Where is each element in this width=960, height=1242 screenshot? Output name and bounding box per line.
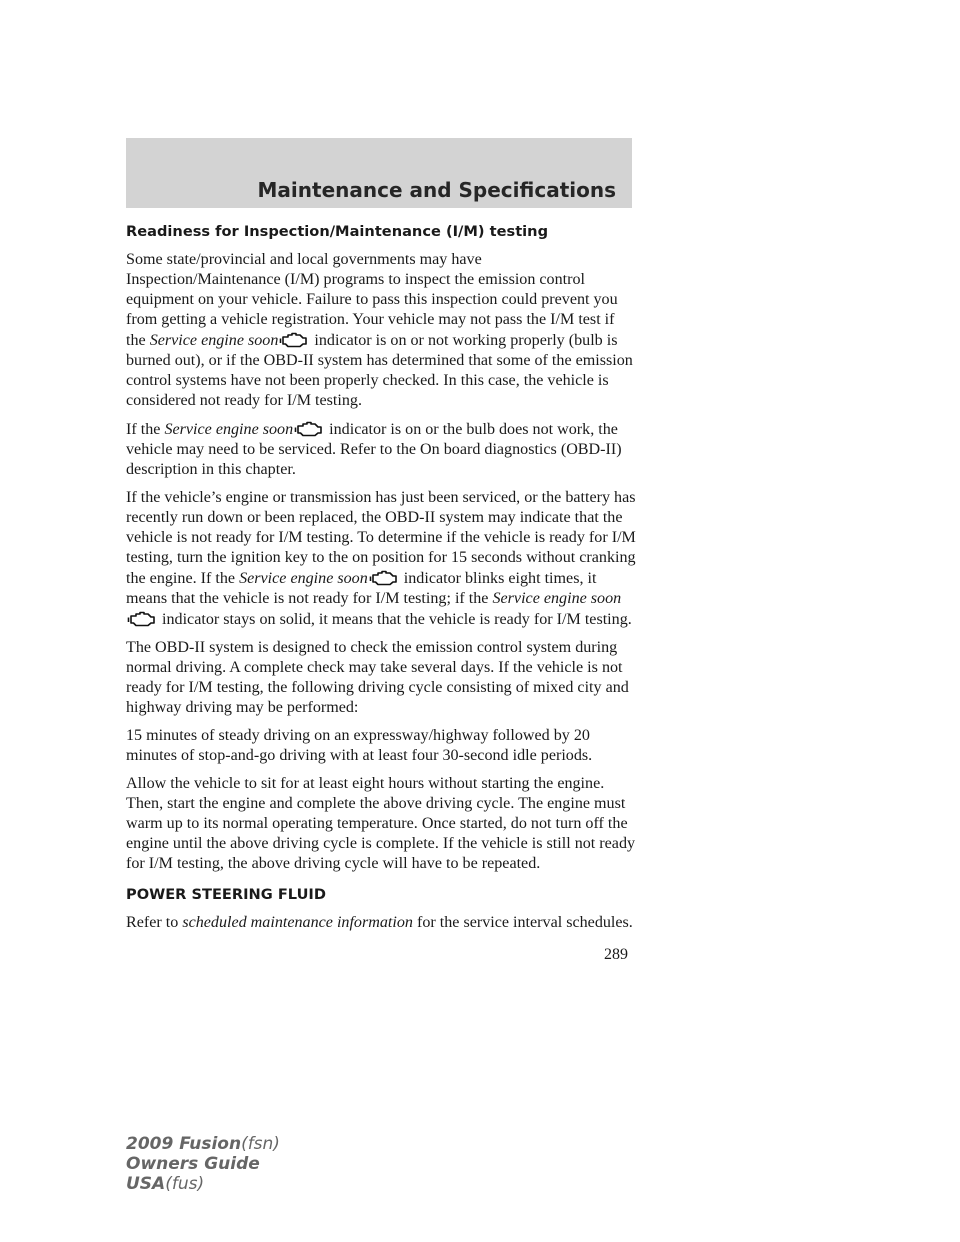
im-paragraph-1: Some state/provincial and local governments may have Inspection/Maintenance (I/M) programs to inspect the emission control equipment on your vehicle. Failure to pass this inspection could prevent you from getting a vehicle registration. Your vehicle may not pass the I/M test if the Service engine soon indicator is on or not working properly (bulb is burned out), or if the OBD-II system has determined that some of the emission control systems have not been properly checked. In this case, the vehicle is considered not ready for I/M testing. [126, 251, 633, 409]
im-heading: Readiness for Inspection/Maintenance (I/M) testing [126, 223, 549, 240]
engine-icon [294, 419, 324, 439]
im-paragraph-3: If the vehicle’s engine or transmission has just been serviced, or the battery has recently run down or been replaced, the OBD-II system may indicate that the vehicle is not ready for I/M testing. To determine if the vehicle is ready for I/M testing, turn the ignition key to the on position for 15 seconds without cranking the engine. If the Service engine soon indicator blinks eight times, it means that the vehicle is not ready for I/M testing; if the Service engine soon indicator stays on solid, it means that the vehicle is ready for I/M testing. [126, 489, 636, 628]
footer-line-2: Owners Guide [126, 1154, 260, 1174]
engine-icon [279, 330, 309, 350]
power-steering-heading: POWER STEERING FLUID [126, 886, 326, 903]
im-paragraph-6: Allow the vehicle to sit for at least eight hours without starting the engine. Then, start the engine and complete the above driving cycle. The engine must warm up to its normal operating temperature. Once started, do not turn off the engine until the above driving cycle is complete. If the vehicle is still not ready for I/M testing, the above driving cycle will have to be repeated. [126, 775, 636, 872]
section-title: Maintenance and Specifications [257, 178, 616, 202]
footer-line-1: 2009 Fusion(fsn) [126, 1134, 280, 1154]
engine-icon [369, 568, 399, 588]
power-steering-paragraph: Refer to scheduled maintenance information for the service interval schedules. [126, 914, 633, 931]
im-paragraph-4: The OBD-II system is designed to check the emission control system during normal driving. A complete check may take several days. If the vehicle is not ready for I/M testing, the following driving cycle consisting of mixed city and highway driving may be performed: [126, 639, 629, 716]
page-content [126, 222, 638, 941]
engine-icon [127, 609, 157, 629]
section-header-band [126, 138, 632, 208]
page-number: 289 [604, 946, 628, 963]
footer-line-3: USA(fus) [126, 1174, 205, 1194]
document-footer [126, 1134, 280, 1194]
im-paragraph-5: 15 minutes of steady driving on an expressway/highway followed by 20 minutes of stop-and-go driving with at least four 30-second idle periods. [126, 727, 593, 764]
im-paragraph-2: If the Service engine soon indicator is on or the bulb does not work, the vehicle may need to be serviced. Refer to the On board diagnostics (OBD-II) description in this chapter. [126, 421, 622, 478]
